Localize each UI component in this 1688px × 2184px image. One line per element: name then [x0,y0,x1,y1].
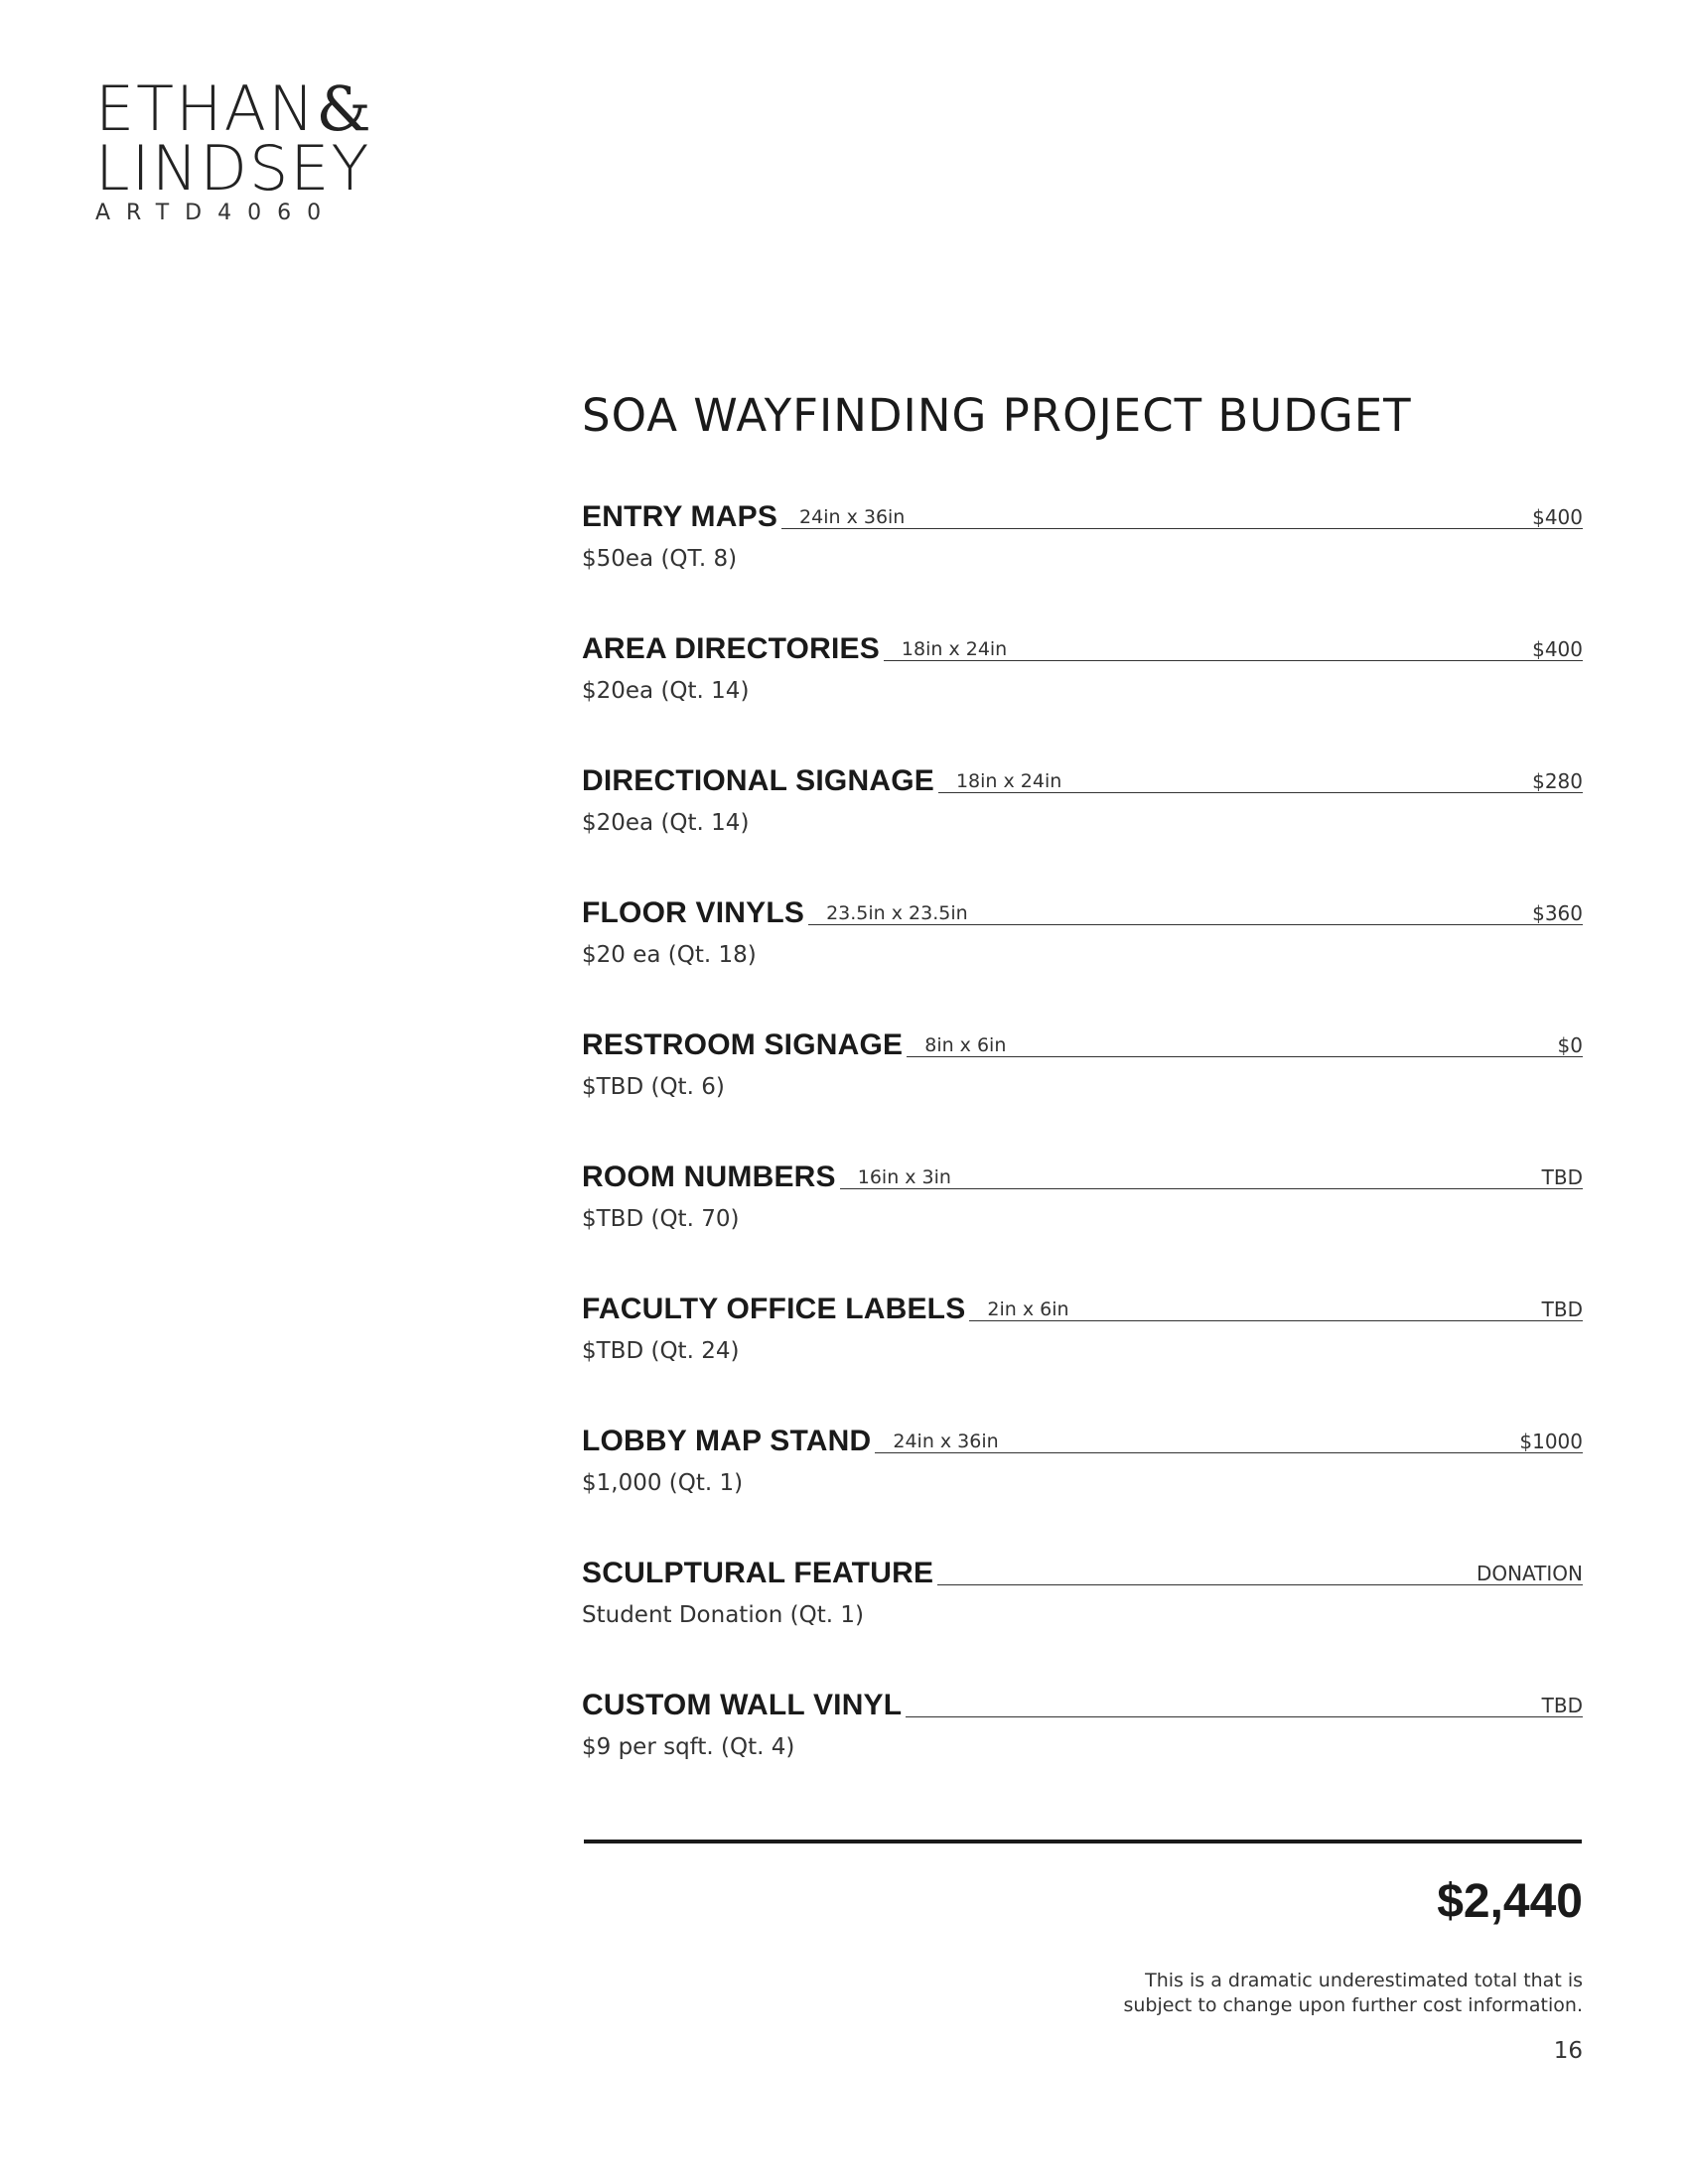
item-size: 8in x 6in [924,1034,1007,1056]
item-name: AREA DIRECTORIES [582,632,880,665]
item-leader-line [875,1427,1583,1453]
budget-item-row [582,1421,1583,1458]
budget-item-row [582,760,1583,798]
item-name: CUSTOM WALL VINYL [582,1689,903,1721]
item-size: 18in x 24in [955,770,1062,792]
total-note-line-2: subject to change upon further cost information. [1123,1994,1583,2016]
item-size: 23.5in x 23.5in [826,902,968,924]
logo [95,72,373,225]
item-detail: $TBD (Qt. 6) [582,1074,725,1100]
page-title: SOA WAYFINDING PROJECT BUDGET [582,389,1412,442]
item-name: SCULPTURAL FEATURE [582,1557,934,1589]
logo-line-1 [95,72,373,145]
item-size: 18in x 24in [901,638,1008,660]
item-name: ENTRY MAPS [582,500,778,533]
item-leader-line [884,634,1583,661]
logo-word-ethan: ETHAN [95,72,317,145]
item-detail: $TBD (Qt. 70) [582,1206,740,1232]
budget-item-row [582,1289,1583,1326]
item-amount: $400 [1532,505,1583,529]
item-leader-line [906,1691,1583,1717]
budget-item-floor-vinyls [582,892,1583,1024]
item-leader-line [808,898,1583,925]
item-leader-line [907,1030,1583,1057]
logo-course-code: ARTD4060 [95,201,338,225]
budget-item-directional-signage [582,760,1583,892]
item-amount: TBD [1541,1297,1583,1321]
item-name: LOBBY MAP STAND [582,1425,872,1457]
page-number: 16 [1553,2038,1583,2064]
total-note [987,1969,1583,2018]
item-name: DIRECTIONAL SIGNAGE [582,764,934,797]
total-note-line-1: This is a dramatic underestimated total that is [1145,1970,1583,1991]
budget-item-area-directories [582,628,1583,760]
item-amount: $0 [1557,1033,1583,1057]
item-name: FLOOR VINYLS [582,896,805,929]
budget-item-row [582,1024,1583,1062]
budget-item-row [582,1553,1583,1590]
budget-item-row [582,1685,1583,1722]
item-detail: $20ea (Qt. 14) [582,810,750,836]
item-leader-line [937,1559,1583,1585]
item-name: FACULTY OFFICE LABELS [582,1293,966,1325]
budget-item-row [582,892,1583,930]
item-detail: Student Donation (Qt. 1) [582,1602,864,1628]
budget-item-room-numbers [582,1157,1583,1289]
item-name: ROOM NUMBERS [582,1160,836,1193]
item-leader-line [781,502,1583,529]
budget-item-row [582,1157,1583,1194]
item-detail: $1,000 (Qt. 1) [582,1470,744,1496]
budget-item-lobby-map-stand [582,1421,1583,1553]
total-divider [584,1840,1582,1843]
item-size: 24in x 36in [799,506,906,528]
budget-item-row [582,628,1583,666]
item-size: 24in x 36in [893,1431,999,1452]
budget-item-restroom-signage [582,1024,1583,1157]
item-detail: $TBD (Qt. 24) [582,1338,740,1364]
item-detail: $20ea (Qt. 14) [582,678,750,704]
item-name: RESTROOM SIGNAGE [582,1028,904,1061]
item-amount: $360 [1532,901,1583,925]
item-amount: $1000 [1519,1430,1583,1453]
item-size: 16in x 3in [857,1166,951,1188]
budget-item-row [582,496,1583,534]
item-size: 2in x 6in [987,1298,1069,1320]
item-amount: TBD [1541,1165,1583,1189]
budget-item-faculty-office-labels [582,1289,1583,1421]
logo-ampersand: & [316,72,373,145]
budget-item-sculptural-feature [582,1553,1583,1685]
item-amount: $280 [1532,769,1583,793]
item-amount: DONATION [1476,1562,1583,1585]
item-detail: $20 ea (Qt. 18) [582,942,757,968]
item-amount: $400 [1532,637,1583,661]
item-detail: $9 per sqft. (Qt. 4) [582,1734,795,1760]
budget-list [582,496,1583,1817]
item-leader-line [938,766,1583,793]
item-amount: TBD [1541,1694,1583,1717]
logo-word-lindsey: LINDSEY [95,132,371,205]
total-amount: $2,440 [1437,1875,1583,1928]
item-leader-line [969,1295,1583,1321]
item-leader-line [840,1162,1583,1189]
budget-item-custom-wall-vinyl [582,1685,1583,1817]
budget-item-entry-maps [582,496,1583,628]
item-detail: $50ea (QT. 8) [582,546,738,572]
